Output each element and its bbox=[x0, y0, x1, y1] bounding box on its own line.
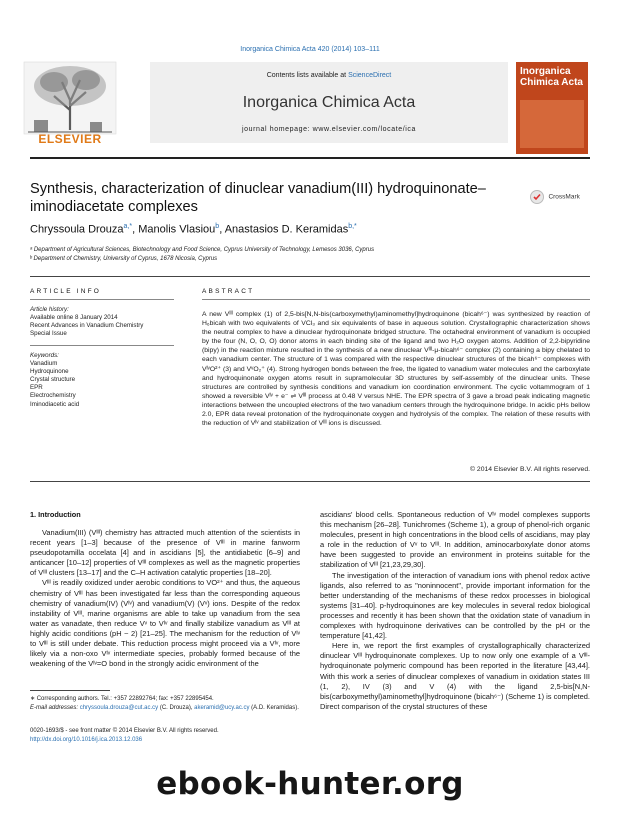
elsevier-logo bbox=[14, 60, 136, 150]
email-link[interactable]: akeramid@ucy.ac.cy bbox=[194, 705, 250, 711]
corresponding-note: ∗ Corresponding authors. Tel.: +357 22892764; fax: +357 22895454. bbox=[30, 696, 214, 702]
keyword: Iminodiacetic acid bbox=[30, 400, 80, 408]
history-line: Available online 8 January 2014 bbox=[30, 314, 118, 322]
watermark: ebook-hunter.org bbox=[156, 766, 464, 802]
history-line: Special Issue bbox=[30, 330, 67, 338]
keyword: Electrochemistry bbox=[30, 392, 76, 400]
journal-citation[interactable]: Inorganica Chimica Acta 420 (2014) 103–111 bbox=[240, 46, 380, 53]
body-paragraph: Vᴵᴵᴵ is readily oxidized under aerobic conditions to VO²⁺ and thus, the aqueous chemistry of Vᴵᴵᴵ has been investigated far less than the corresponding aqueous chemistry of vanadium(IV) (Vᴵᵛ) and vanadium(V) (Vᵛ) ions. Despite of the redox instability of Vᴵᴵᴵ, marine organisms are able to take up vanadium from the sea water as vanadate, then reduce Vᵛ to Vᴵᵛ and finally stabilize vanadium as Vᴵᴵᴵ at highly acidic conditions (pH ~ 2) [21–25]. The mechanism for the reduction of Vᴵᵛ to Vᴵᴵᴵ is still under debate. This reduction process might proceed via a Vᴵᵛ, more likely via a non-oxo Vᴵᵛ intermediate species, probably formed because of the weakening of the Vᴵᵛ=O bond in the strongly acidic environment of the bbox=[30, 578, 300, 669]
article-info-heading: ARTICLE INFO bbox=[30, 288, 102, 295]
email-note bbox=[30, 704, 300, 712]
affiliation-rule bbox=[30, 276, 590, 277]
email-owner: (A.D. Keramidas). bbox=[249, 705, 299, 711]
abstract-text: A new Vᴵᴵᴵ complex (1) of 2,5-bis[N,N-bis(carboxymethyl)aminomethyl]hydroquinone (bicah⁶⁻) was synthesized by reaction of H₆bicah with two equivalents of VCl₃ and six equivalents of base in aqueous solution. Crystallographic characterization shows the neutral complex to have a dinuclear hydroquinonate bridged structure. The octahedral environment of vanadium is occupied by the four (N, O, O, O) donor atoms in each binding site of the ligand and two H₂O oxygen atoms. Addition of 2,2-bipyridine (bipy) in the reaction mixture resulted in the synthesis of a new dinuclear Vᴵᴵᴵ-μ-bicah⁶⁻ complex (2) containing a bipy chelated to each vanadium center. The structure of 1 was compared with the respective dinuclear structures of the bicah⁶⁻ complexes with VᴵᵛO²⁺ (3) and VᵛO₂⁺ (4). Strong hydrogen bonds between the free, the ligated to vanadium water molecules and the carboxylate and hydroquinonate oxygen atoms result in supramolecular 3D structures by self-assembly of the dinuclear units. These structures are controlled by synthesis conditions and vanadium ion coordination environment. The cyclic voltammogram of 1 showed a reversible Vᴵᵛ + e⁻ ⇌ Vᴵᴵᴵ process at 0.48 V versus NHE. The EPR spectra of 3 gave a broad peak indicating magnetic interactions between the uncoupled electrons of the two vanadium centers through the hydroquinone bridge. In acidic pHs bellow 2.0, EPR data reveal protonation of the hydroquinonate oxygen and hydrolysis of the complex. The relation of these results with the reduction of Vᴵᵛ and stabilization of Vᴵᴵᴵ ions is discussed. bbox=[202, 311, 590, 428]
crossmark-badge[interactable] bbox=[530, 188, 600, 206]
body-paragraph: Here in, we report the first examples of crystallographically characterized dinuclear Vᴵᴵᴵ hydroquinonate complexes. Up to now only one example of a Vᴵᴵᴵ-hydroquinonate polymeric compound has been reported in the literature [43,44]. With this work a series of dinuclear complexes of vanadium in oxidation states III (1, 2), IV (3) and V (4) with the ligand 2,5-bis[N,N-bis(carboxymethyl)aminomethyl]hydroquinone (bicah⁶⁻) (Scheme 1) is completed. Direct comparison of the crystal structures of these bbox=[320, 641, 590, 711]
body-paragraph: The investigation of the interaction of vanadium ions with phenol redox active ligands, also referred to as "noninnocent", provide important information for the better understanding of the mechanisms of these redox processes in biological systems [31–40]. p-hydroquinones are key molecules in several redox biological processes and recently it has been shown that the oxidation state of vanadium in complexes with hydroquinone derivatives can be controlled by the pH or the temperature [41,42]. bbox=[320, 570, 590, 641]
keywords-rule bbox=[30, 345, 174, 346]
history-label: Article history: bbox=[30, 306, 69, 313]
contents-line bbox=[150, 72, 508, 79]
sciencedirect-link[interactable]: ScienceDirect bbox=[348, 72, 392, 79]
body-column-left bbox=[30, 528, 300, 669]
crossmark-icon bbox=[530, 190, 544, 204]
keyword-list bbox=[30, 352, 180, 409]
article-info-rule bbox=[30, 299, 174, 300]
author-affil-mark[interactable]: b,* bbox=[348, 223, 357, 230]
section-heading: 1. Introduction bbox=[30, 510, 81, 519]
keyword: Crystal structure bbox=[30, 376, 76, 384]
abstract-rule bbox=[202, 299, 590, 300]
email-owner: (C. Drouza), bbox=[158, 705, 195, 711]
publisher-name: ELSEVIER bbox=[38, 132, 102, 146]
author-name[interactable]: Manolis Vlasiou bbox=[138, 223, 216, 236]
crossmark-label: CrossMark bbox=[548, 193, 580, 201]
affiliation: ᵇ Department of Chemistry, University of Cyprus, 1678 Nicosia, Cyprus bbox=[30, 256, 218, 262]
body-column-right bbox=[320, 510, 590, 712]
history-line: Recent Advances in Vanadium Chemistry bbox=[30, 322, 144, 330]
doi-link[interactable]: http://dx.doi.org/10.1016/j.ica.2013.12.036 bbox=[30, 737, 143, 743]
keywords-label: Keywords: bbox=[30, 352, 59, 359]
email-label: E-mail addresses: bbox=[30, 705, 80, 711]
issn-line: 0020-1693/$ - see front matter © 2014 Elsevier B.V. All rights reserved. bbox=[30, 728, 219, 734]
author-affil-mark[interactable]: b bbox=[215, 223, 220, 230]
body-paragraph: ascidians' blood cells. Spontaneous reduction of Vᴵᵛ model complexes supports this mechanism [26–28]. Tunichromes (Scheme 1), a group of phenol-rich organic molecules, present in high concentrations in the blood cells of ascidians, may play a role in the reduction of Vᵛ to Vᴵᴵᴵ. In addition, aminocarboxylate donor atoms have been suggested to provide an environment in proteins suitable for the stabilization of Vᴵᴵᴵ [21,23,29,30]. bbox=[320, 510, 590, 570]
author-affil-mark[interactable]: a,* bbox=[123, 223, 133, 230]
abstract-heading: ABSTRACT bbox=[202, 288, 255, 295]
header-rule bbox=[30, 157, 590, 159]
footnote-rule bbox=[30, 690, 110, 691]
author-list: Chryssoula Drouza$^{a,*}$, Manolis Vlasiou$^b$, Anastasios D. Keramidas$^{b,*}$ bbox=[30, 223, 357, 236]
email-link[interactable]: chryssoula.drouza@cut.ac.cy bbox=[79, 705, 159, 711]
author-name[interactable]: Anastasios D. Keramidas bbox=[224, 223, 349, 236]
article-history bbox=[30, 306, 180, 338]
cover-title: Inorganica Chimica Acta bbox=[520, 66, 583, 88]
copyright: © 2014 Elsevier B.V. All rights reserved. bbox=[470, 466, 590, 473]
keyword: Hydroquinone bbox=[30, 368, 69, 376]
keyword: Vanadium bbox=[30, 360, 58, 368]
article-title: Synthesis, characterization of dinuclear vanadium(III) hydroquinonate–iminodiacetate complexes bbox=[30, 181, 486, 215]
abstract-bottom-rule bbox=[30, 481, 590, 482]
author-name[interactable]: Chryssoula Drouza bbox=[30, 223, 124, 236]
cover-art bbox=[520, 100, 584, 148]
body-paragraph: Vanadium(III) (Vᴵᴵᴵ) chemistry has attracted much attention of the scientists in recent years [1–3] because of the presence of Vᴵᴵᴵ in marine fanworm pseudopotamilla occelata [4] and in ascidians [5], the antidiabetic [6–9] and anticancer [10–12] properties of Vᴵᴵᴵ complexes as well as the magnetic properties of Vᴵᴵᴵ clusters [13–17] and the C–H activation catalytic properties [18–20]. bbox=[30, 528, 300, 578]
affiliation: ᵃ Department of Agricultural Sciences, Biotechnology and Food Science, Cyprus University of Technology, Lemesos 3036, Cyprus bbox=[30, 247, 375, 253]
keyword: EPR bbox=[30, 384, 43, 392]
journal-name: Inorganica Chimica Acta bbox=[242, 94, 416, 111]
journal-homepage[interactable]: journal homepage: www.elsevier.com/locate/ica bbox=[241, 126, 417, 133]
contents-prefix: Contents lists available at bbox=[266, 72, 349, 79]
